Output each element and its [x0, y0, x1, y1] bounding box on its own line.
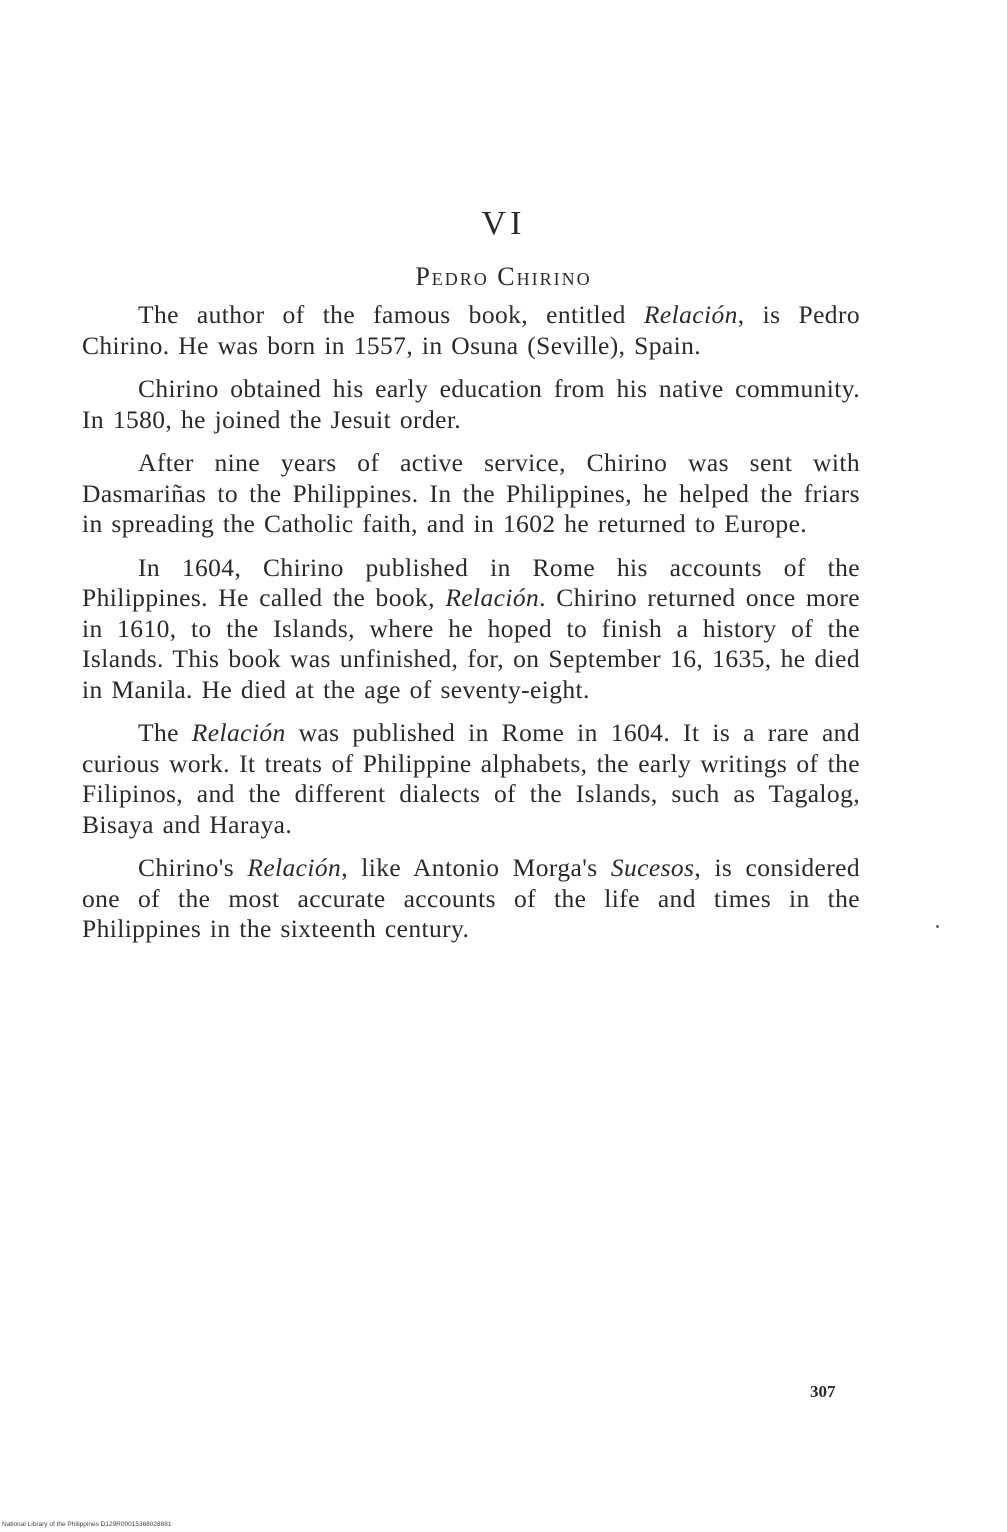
scan-speck — [936, 925, 939, 928]
footer-credit: National Library of the Philippines D129R00015368028881 — [2, 1521, 172, 1528]
text-run: , is Pedro Chirino. He was born in 1557, in Osuna (Seville), Spain. — [82, 300, 860, 360]
text-run: Chirino obtained his early education from his native community. In 1580, he joined the Jesuit order. — [82, 374, 860, 434]
chapter-number: VI — [481, 205, 526, 242]
text-run: , like Antonio Morga's — [341, 853, 611, 882]
italic-title: Sucesos — [610, 853, 695, 882]
text-run: After nine years of active service, Chirino was sent with Dasmariñas to the Philippines. In the Philippines, he helped the friars in spreading the Catholic faith, and in 1602 he returned to Europe. — [82, 448, 860, 538]
italic-title: Relación — [445, 583, 540, 612]
paragraph — [82, 300, 860, 361]
text-run: The author of the famous book, entitled — [138, 300, 644, 329]
paragraph — [82, 718, 860, 840]
page-number: 307 — [810, 1382, 836, 1401]
text-run: In 1604, Chirino published in Rome his accounts of the Philippines. He called the book, — [82, 552, 860, 612]
paragraph — [82, 448, 860, 540]
chapter-title: Pedro Chirino — [415, 262, 592, 291]
text-run: Chirino's — [138, 853, 248, 882]
text-run: , is considered one of the most accurate accounts of the life and times in the Philippines in the sixteenth century. — [82, 853, 861, 943]
italic-title: Relación — [247, 853, 342, 882]
text-run: . Chirino returned once more in 1610, to the Islands, where he hoped to finish a history of the Islands. This book was unfinished, for, on September 16, 1635, he died in Manila. He died at the age of seventy-eight. — [82, 583, 860, 704]
paragraph — [82, 853, 860, 945]
paragraph — [82, 374, 860, 435]
body-text — [82, 300, 860, 958]
italic-title: Relación — [643, 300, 738, 329]
paragraph — [82, 553, 860, 706]
text-run: The — [138, 718, 192, 747]
text-run: was published in Rome in 1604. It is a rare and curious work. It treats of Philippine alphabets, the early writings of the Filipinos, and the different dialects of the Islands, such as Tagalog, Bisaya and Haraya. — [82, 718, 860, 839]
italic-title: Relación — [191, 718, 286, 747]
